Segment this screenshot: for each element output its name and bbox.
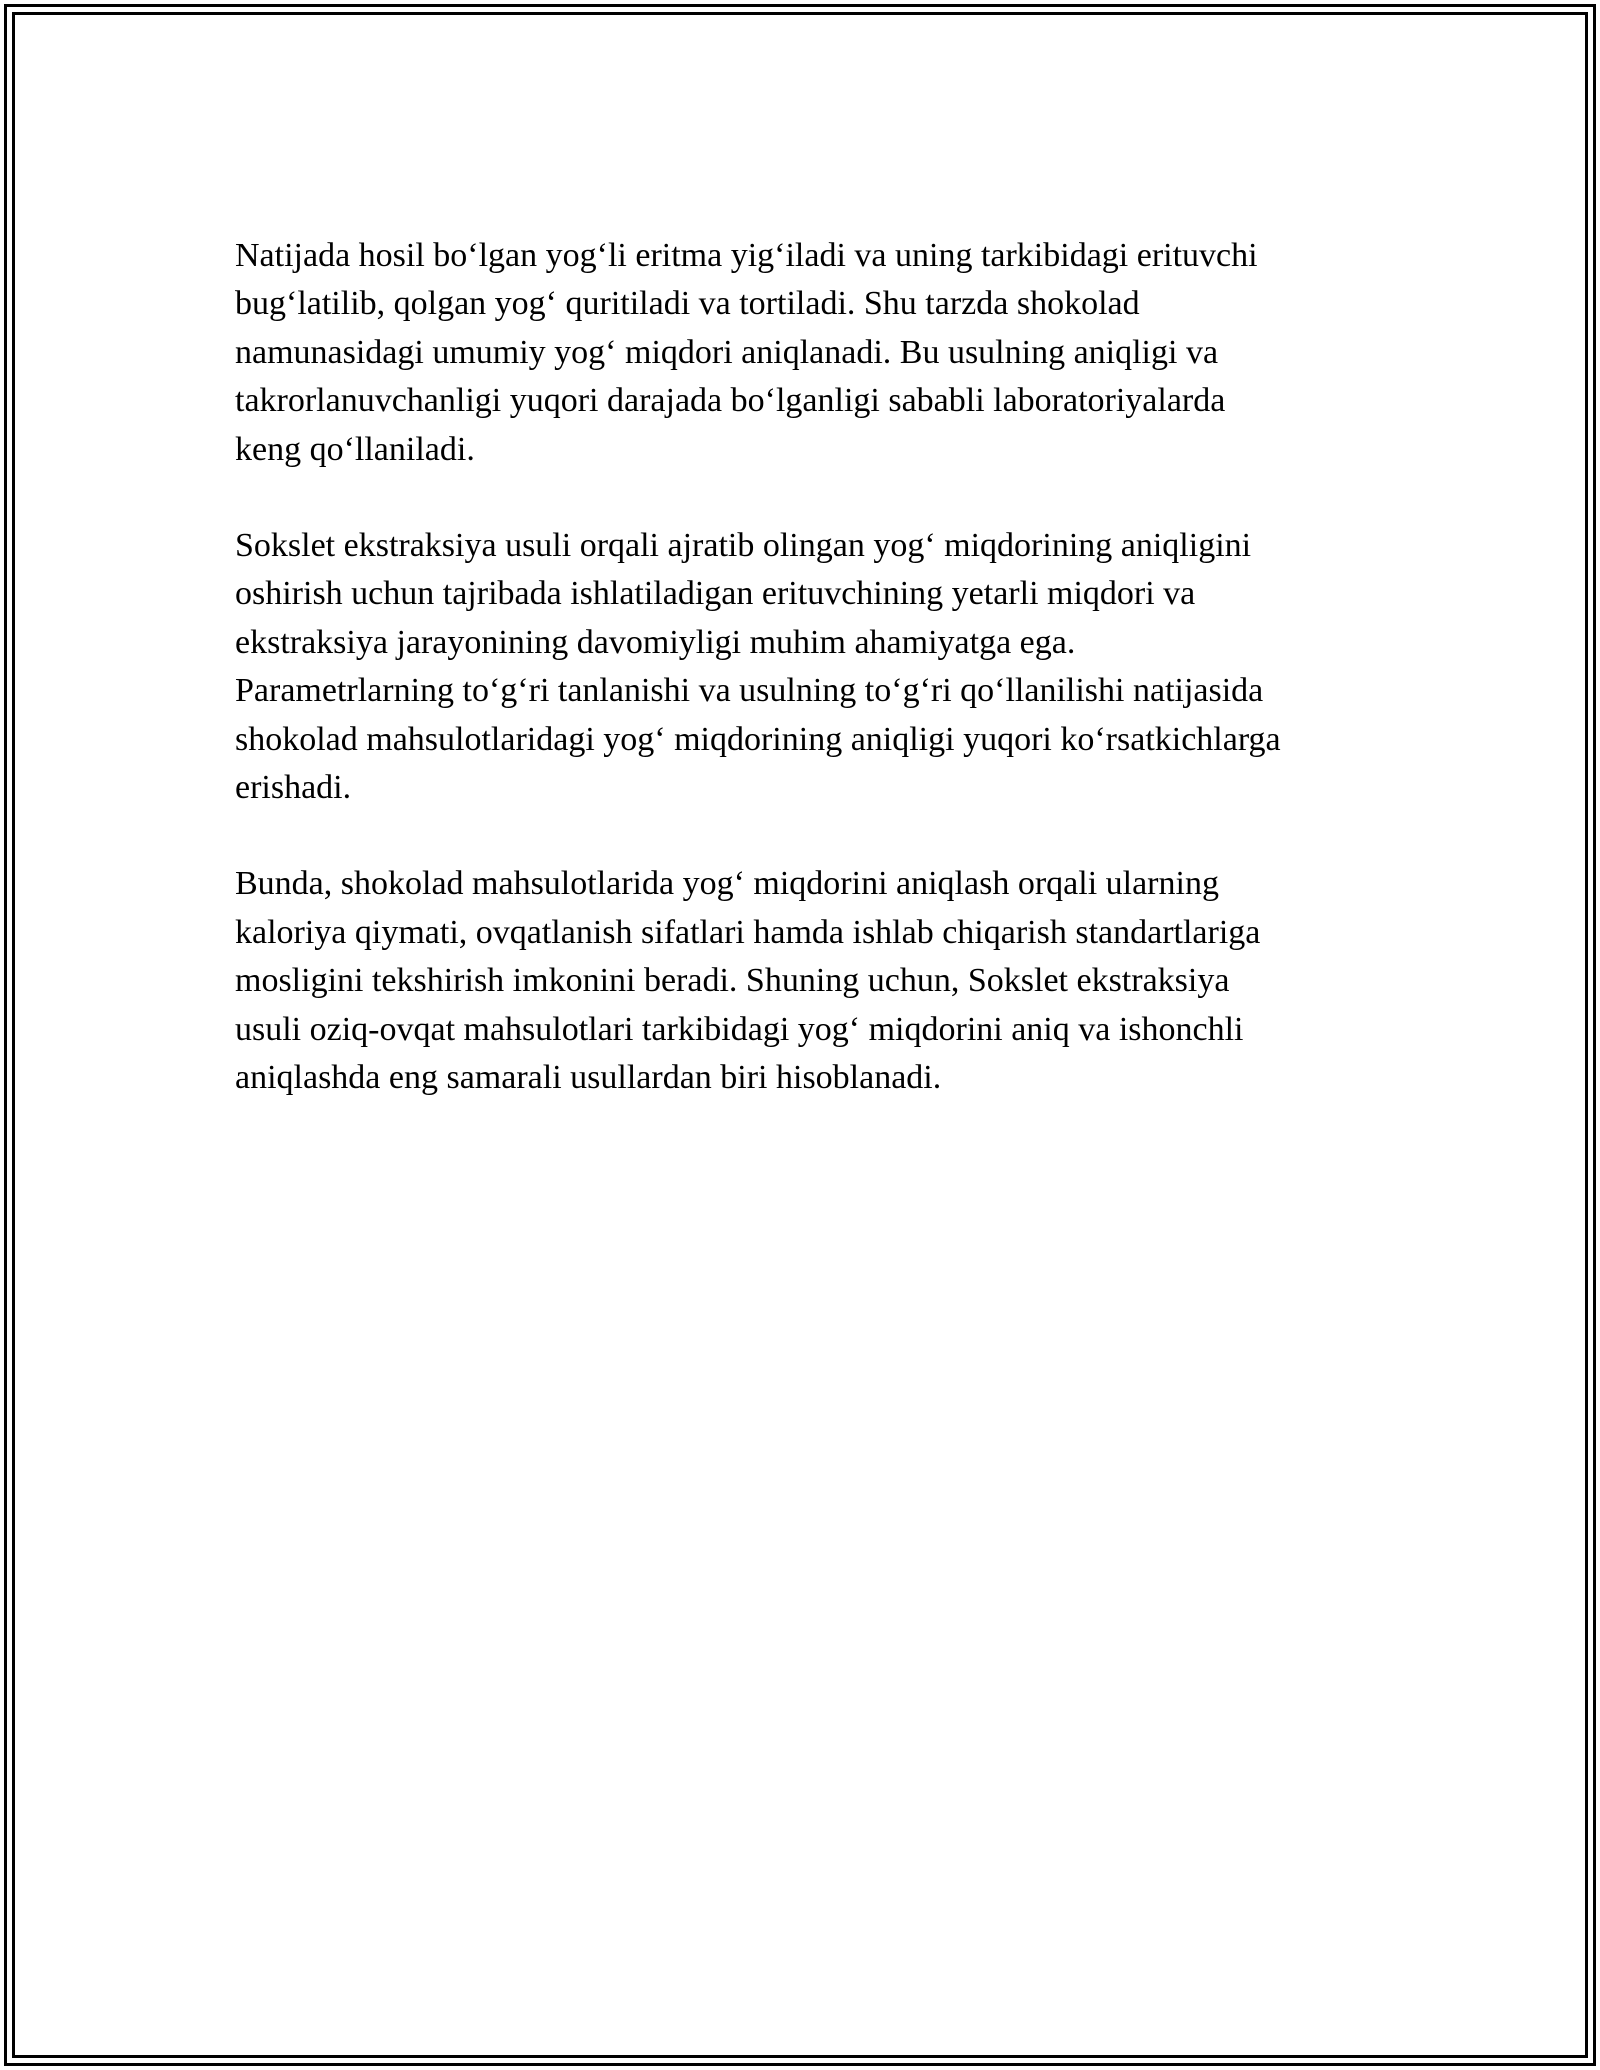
paragraph-3: Bunda, shokolad mahsulotlarida yog‘ miqdorini aniqlash orqali ularning kaloriya qiymati, ovqatlanish sifatlari hamda ishlab chiqarish standartlariga mosligini tekshirish imkonini beradi. Shuning uchun, Sokslet ekstraksiya usuli oziq-ovqat mahsulotlari tarkibidagi yog‘ miqdorini aniq va ishonchli aniqlashda eng samarali usullardan biri hisoblanadi. — [235, 865, 1261, 1097]
paragraph-2: Sokslet ekstraksiya usuli orqali ajratib olingan yog‘ miqdorining aniqligini oshirish uchun tajribada ishlatiladigan erituvchining yetarli miqdori va ekstraksiya jarayonining davomiyligi muhim ahamiyatga ega. Parametrlarning to‘g‘ri tanlanishi va usulning to‘g‘ri qo‘llanilishi natijasida shokolad mahsulotlaridagi yog‘ miqdorining aniqligi yuqori ko‘rsatkichlarga erishadi. — [235, 527, 1281, 807]
paragraph-1: Natijada hosil bo‘lgan yog‘li eritma yig‘iladi va uning tarkibidagi erituvchi bug‘latilib, qolgan yog‘ quritiladi va tortiladi. Shu tarzda shokolad namunasidagi umumiy yog‘ miqdori aniqlanadi. Bu usulning aniqligi va takrorlanuvchanligi yuqori darajada bo‘lganligi sababli laboratoriyalarda keng qo‘llaniladi. — [235, 237, 1258, 468]
document-body — [235, 232, 1375, 1151]
